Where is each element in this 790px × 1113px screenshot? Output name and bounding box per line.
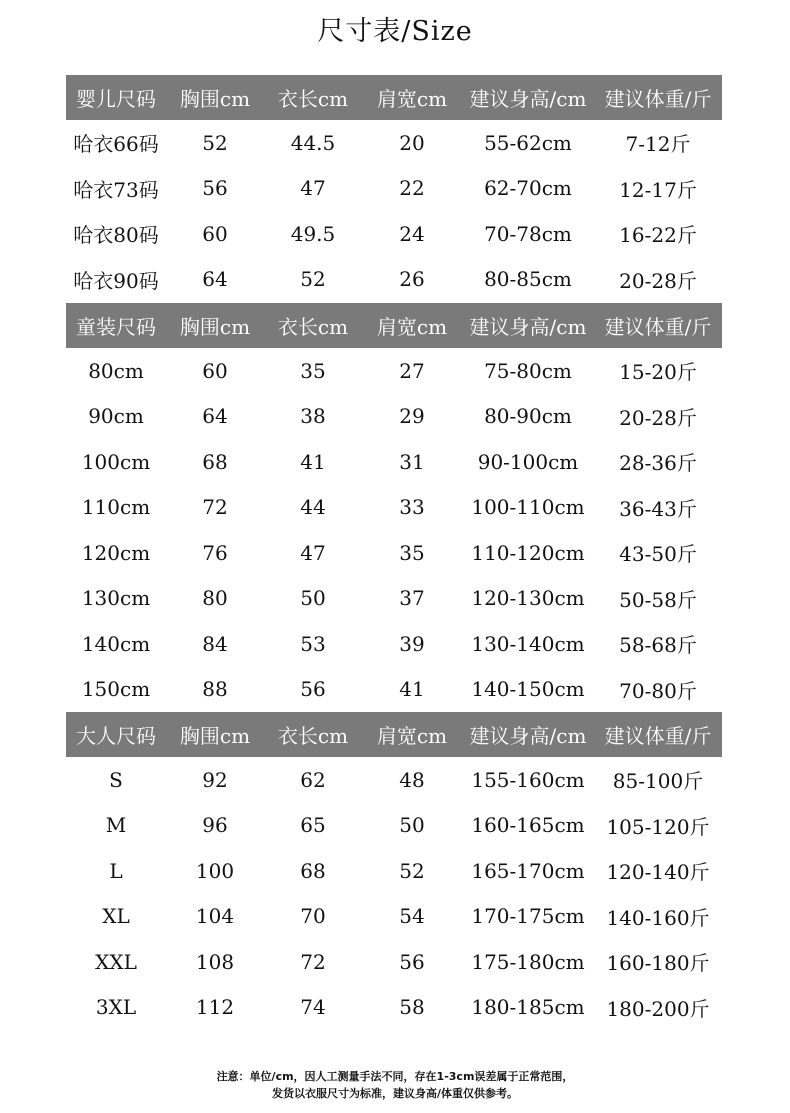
cell-weight: 7-12斤 <box>625 132 691 157</box>
table-row <box>66 348 722 394</box>
table-header <box>66 303 722 348</box>
table-row <box>66 667 722 713</box>
cell-height: 120-130cm <box>471 586 585 611</box>
cell-size: XL <box>102 904 130 929</box>
cell-chest: 112 <box>195 995 235 1020</box>
cell-chest: 88 <box>202 677 228 702</box>
cell-height: 90-100cm <box>477 449 579 474</box>
cell-chest: 104 <box>195 904 235 929</box>
size-table-adult <box>66 712 722 1030</box>
cell-shoulder: 29 <box>399 404 425 429</box>
cell-shoulder: 37 <box>399 586 425 611</box>
cell-weight: 50-58斤 <box>619 587 697 612</box>
cell-size: 3XL <box>95 995 137 1020</box>
table-row <box>66 621 722 667</box>
cell-weight: 105-120斤 <box>606 814 710 839</box>
header-shoulder: 肩宽cm <box>376 87 448 111</box>
cell-height: 180-185cm <box>471 995 585 1020</box>
cell-weight: 16-22斤 <box>619 223 697 248</box>
cell-size: 130cm <box>81 586 151 611</box>
cell-shoulder: 20 <box>399 130 425 155</box>
cell-chest: 64 <box>202 267 228 292</box>
cell-size: 100cm <box>81 449 151 474</box>
table-row <box>66 211 722 257</box>
cell-size: L <box>109 858 123 883</box>
cell-chest: 60 <box>202 221 228 246</box>
header-chest: 胸围cm <box>179 87 251 111</box>
cell-weight: 43-50斤 <box>619 542 697 567</box>
cell-height: 75-80cm <box>484 358 572 383</box>
cell-chest: 72 <box>202 495 228 520</box>
footnote-line: 发货以衣服尺寸为标准，建议身高/体重仅供参考。 <box>271 1087 519 1100</box>
cell-length: 49.5 <box>290 221 336 246</box>
table-row <box>66 894 722 940</box>
table-row <box>66 848 722 894</box>
cell-weight: 140-160斤 <box>606 905 710 930</box>
cell-length: 62 <box>300 767 326 792</box>
cell-size: 哈衣80码 <box>73 223 159 248</box>
cell-size: 120cm <box>81 540 151 565</box>
cell-chest: 84 <box>202 631 228 656</box>
table-row <box>66 257 722 303</box>
cell-shoulder: 56 <box>399 949 425 974</box>
cell-chest: 68 <box>202 449 228 474</box>
header-size: 童装尺码 <box>76 315 156 339</box>
header-height: 建议身高/cm <box>469 87 587 111</box>
header-shoulder: 肩宽cm <box>376 315 448 339</box>
cell-size: 140cm <box>81 631 151 656</box>
cell-size: S <box>109 767 123 792</box>
cell-height: 170-175cm <box>471 904 585 929</box>
cell-length: 50 <box>300 586 326 611</box>
table-row <box>66 394 722 440</box>
table-row <box>66 166 722 212</box>
cell-weight: 58-68斤 <box>619 633 697 658</box>
cell-size: 110cm <box>81 495 151 520</box>
cell-chest: 96 <box>202 813 228 838</box>
cell-height: 130-140cm <box>471 631 585 656</box>
table-row <box>66 576 722 622</box>
footnote <box>0 1068 790 1102</box>
cell-chest: 92 <box>202 767 228 792</box>
table-row <box>66 803 722 849</box>
cell-shoulder: 31 <box>399 449 425 474</box>
header-height: 建议身高/cm <box>469 724 587 748</box>
cell-height: 70-78cm <box>484 221 572 246</box>
cell-length: 47 <box>300 540 326 565</box>
size-table-infant <box>66 75 722 302</box>
cell-length: 74 <box>300 995 326 1020</box>
table-row <box>66 530 722 576</box>
cell-shoulder: 52 <box>399 858 425 883</box>
cell-length: 44 <box>300 495 326 520</box>
cell-weight: 160-180斤 <box>606 951 710 976</box>
cell-weight: 120-140斤 <box>606 860 710 885</box>
table-row <box>66 120 722 166</box>
cell-length: 72 <box>300 949 326 974</box>
cell-weight: 20-28斤 <box>619 268 697 293</box>
cell-length: 68 <box>300 858 326 883</box>
cell-chest: 108 <box>195 949 235 974</box>
cell-size: M <box>105 813 127 838</box>
header-size: 大人尺码 <box>76 724 156 748</box>
cell-weight: 85-100斤 <box>612 769 704 794</box>
cell-height: 165-170cm <box>471 858 585 883</box>
header-weight: 建议体重/斤 <box>604 724 712 748</box>
footnote-line: 注意：单位/cm，因人工测量手法不同，存在1-3cm误差属于正常范围， <box>216 1070 574 1083</box>
table-row <box>66 439 722 485</box>
cell-shoulder: 27 <box>399 358 425 383</box>
cell-weight: 15-20斤 <box>619 360 697 385</box>
cell-weight: 180-200斤 <box>606 996 710 1021</box>
table-header <box>66 712 722 757</box>
header-length: 衣长cm <box>277 87 349 111</box>
cell-height: 160-165cm <box>471 813 585 838</box>
cell-shoulder: 54 <box>399 904 425 929</box>
cell-length: 47 <box>300 176 326 201</box>
cell-length: 52 <box>300 267 326 292</box>
page-title: 尺寸表/Size <box>317 16 473 47</box>
cell-height: 80-85cm <box>484 267 572 292</box>
cell-size: 150cm <box>81 677 151 702</box>
size-table-kids <box>66 303 722 712</box>
cell-length: 38 <box>300 404 326 429</box>
cell-size: 80cm <box>88 358 144 383</box>
cell-shoulder: 50 <box>399 813 425 838</box>
header-length: 衣长cm <box>277 315 349 339</box>
header-shoulder: 肩宽cm <box>376 724 448 748</box>
cell-length: 35 <box>300 358 326 383</box>
cell-length: 70 <box>300 904 326 929</box>
header-chest: 胸围cm <box>179 724 251 748</box>
cell-chest: 56 <box>202 176 228 201</box>
cell-weight: 20-28斤 <box>619 405 697 430</box>
header-weight: 建议体重/斤 <box>604 87 712 111</box>
cell-length: 65 <box>300 813 326 838</box>
cell-chest: 52 <box>202 130 228 155</box>
cell-chest: 60 <box>202 358 228 383</box>
cell-height: 80-90cm <box>484 404 572 429</box>
cell-chest: 100 <box>195 858 235 883</box>
cell-shoulder: 35 <box>399 540 425 565</box>
cell-shoulder: 48 <box>399 767 425 792</box>
cell-size: 哈衣90码 <box>73 268 159 293</box>
cell-weight: 36-43斤 <box>619 496 697 521</box>
cell-height: 62-70cm <box>484 176 572 201</box>
cell-chest: 64 <box>202 404 228 429</box>
table-row <box>66 757 722 803</box>
cell-length: 53 <box>300 631 326 656</box>
cell-size: XXL <box>95 949 137 974</box>
header-size: 婴儿尺码 <box>76 87 156 111</box>
cell-height: 155-160cm <box>471 767 585 792</box>
cell-length: 41 <box>300 449 326 474</box>
cell-size: 90cm <box>88 404 144 429</box>
header-chest: 胸围cm <box>179 315 251 339</box>
table-row <box>66 939 722 985</box>
cell-length: 56 <box>300 677 326 702</box>
cell-shoulder: 41 <box>399 677 425 702</box>
cell-shoulder: 26 <box>399 267 425 292</box>
table-row <box>66 985 722 1031</box>
header-length: 衣长cm <box>277 724 349 748</box>
cell-weight: 28-36斤 <box>619 451 697 476</box>
cell-height: 140-150cm <box>471 677 585 702</box>
cell-shoulder: 22 <box>399 176 425 201</box>
table-row <box>66 485 722 531</box>
cell-chest: 76 <box>202 540 228 565</box>
cell-weight: 70-80斤 <box>619 678 697 703</box>
cell-height: 175-180cm <box>471 949 585 974</box>
cell-size: 哈衣73码 <box>73 177 159 202</box>
cell-shoulder: 33 <box>399 495 425 520</box>
cell-shoulder: 58 <box>399 995 425 1020</box>
cell-shoulder: 39 <box>399 631 425 656</box>
header-weight: 建议体重/斤 <box>604 315 712 339</box>
cell-height: 110-120cm <box>471 540 585 565</box>
table-header <box>66 75 722 120</box>
cell-chest: 80 <box>202 586 228 611</box>
cell-length: 44.5 <box>290 130 336 155</box>
cell-height: 100-110cm <box>471 495 585 520</box>
cell-size: 哈衣66码 <box>73 132 159 157</box>
cell-weight: 12-17斤 <box>619 177 697 202</box>
cell-shoulder: 24 <box>399 221 425 246</box>
cell-height: 55-62cm <box>484 130 572 155</box>
header-height: 建议身高/cm <box>469 315 587 339</box>
